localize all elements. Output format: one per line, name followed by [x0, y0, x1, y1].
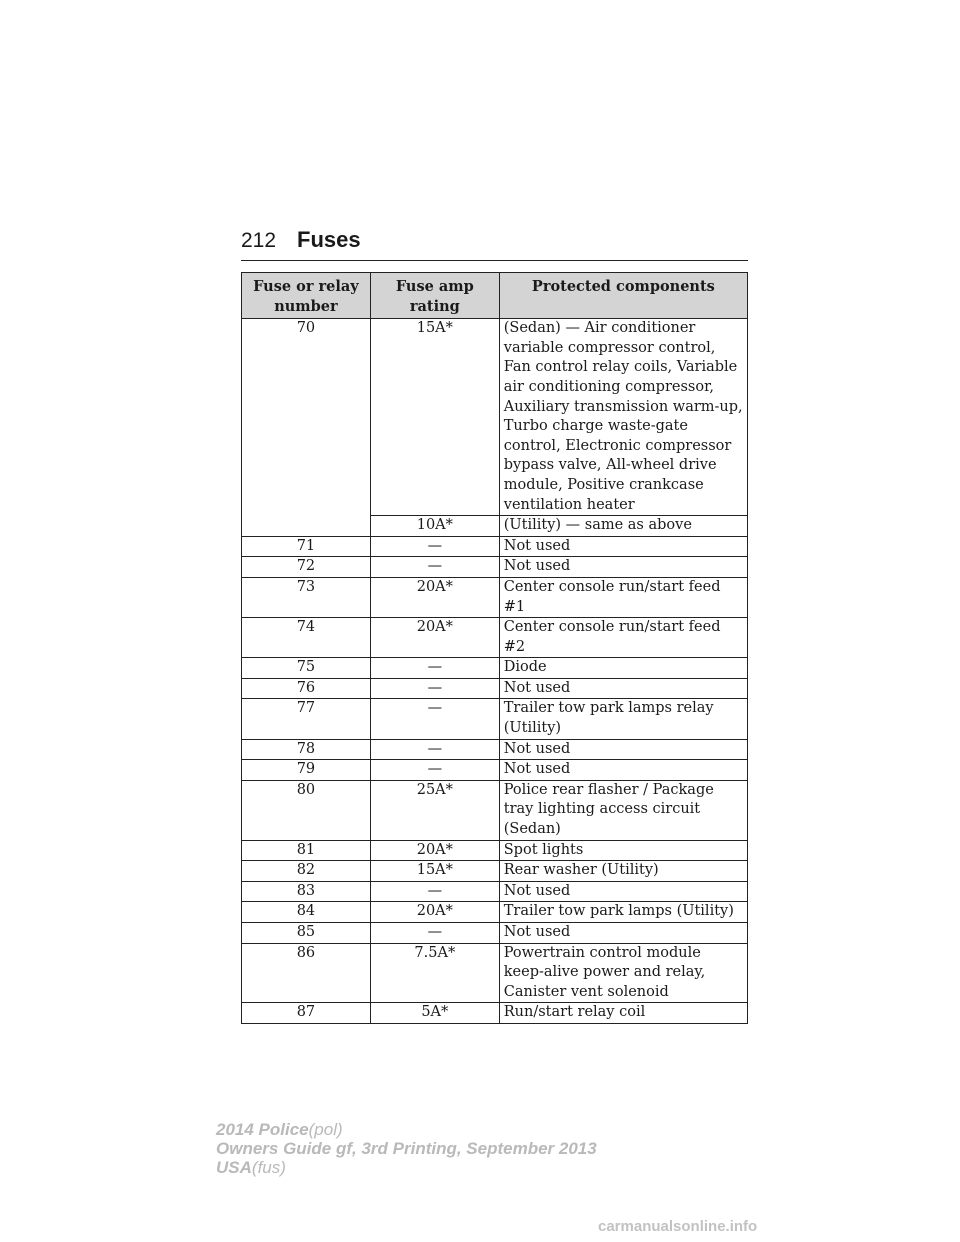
protected-components: Not used [499, 739, 747, 760]
amp-rating: 5A* [370, 1003, 499, 1024]
fuse-number: 84 [242, 902, 371, 923]
footer-model: 2014 Police [216, 1120, 309, 1139]
column-header-protected-components: Protected components [499, 273, 747, 319]
fuse-number: 82 [242, 861, 371, 882]
fuse-number: 72 [242, 557, 371, 578]
footer-line-2: Owners Guide gf, 3rd Printing, September 2013 [216, 1139, 597, 1158]
footer-line-3 [216, 1158, 597, 1177]
protected-components: Center console run/start feed #1 [499, 577, 747, 617]
footer-market-code: (fus) [251, 1158, 286, 1177]
footer-line-1 [216, 1120, 597, 1139]
table-row [242, 780, 748, 840]
table-row [242, 1003, 748, 1024]
table-row [242, 658, 748, 679]
amp-rating: 25A* [370, 780, 499, 840]
protected-components: Not used [499, 923, 747, 944]
fuse-number: 83 [242, 881, 371, 902]
amp-rating: 10A* [370, 516, 499, 537]
document-footer [216, 1120, 597, 1177]
table-row [242, 881, 748, 902]
fuse-number: 75 [242, 658, 371, 679]
fuse-number: 71 [242, 536, 371, 557]
page-header [241, 226, 748, 261]
table-row [242, 577, 748, 617]
protected-components: (Utility) — same as above [499, 516, 747, 537]
fuse-number: 77 [242, 699, 371, 739]
table-row [242, 861, 748, 882]
table-row [242, 319, 748, 516]
amp-rating: — [370, 678, 499, 699]
protected-components: Run/start relay coil [499, 1003, 747, 1024]
fuse-number: 87 [242, 1003, 371, 1024]
table-row [242, 902, 748, 923]
fuse-number: 76 [242, 678, 371, 699]
fuse-table [241, 272, 748, 1024]
amp-rating: 20A* [370, 577, 499, 617]
footer-model-code: (pol) [308, 1120, 343, 1139]
table-row [242, 739, 748, 760]
amp-rating: 20A* [370, 902, 499, 923]
amp-rating: — [370, 536, 499, 557]
table-row [242, 618, 748, 658]
table-row [242, 536, 748, 557]
amp-rating: — [370, 699, 499, 739]
amp-rating: 7.5A* [370, 943, 499, 1003]
amp-rating: — [370, 739, 499, 760]
amp-rating: 20A* [370, 618, 499, 658]
fuse-number: 70 [242, 319, 371, 537]
amp-rating: 15A* [370, 861, 499, 882]
amp-rating: — [370, 923, 499, 944]
protected-components: Rear washer (Utility) [499, 861, 747, 882]
protected-components: Not used [499, 678, 747, 699]
table-header-row [242, 273, 748, 319]
amp-rating: — [370, 881, 499, 902]
watermark: carmanualsonline.info [598, 1218, 758, 1235]
protected-components: Spot lights [499, 840, 747, 861]
column-header-amp-rating: Fuse amp rating [370, 273, 499, 319]
protected-components: Police rear flasher / Package tray lighting access circuit (Sedan) [499, 780, 747, 840]
protected-components: Center console run/start feed #2 [499, 618, 747, 658]
table-row [242, 557, 748, 578]
table-row [242, 943, 748, 1003]
protected-components: Trailer tow park lamps relay (Utility) [499, 699, 747, 739]
fuse-number: 86 [242, 943, 371, 1003]
protected-components: (Sedan) — Air conditioner variable compressor control, Fan control relay coils, Variable air conditioning compressor, Auxiliary transmission warm-up, Turbo charge waste-gate control, Electronic compressor bypass valve, All-wheel drive module, Positive crankcase ventilation heater [499, 319, 747, 516]
amp-rating: — [370, 760, 499, 781]
table-row [242, 699, 748, 739]
fuse-number: 73 [242, 577, 371, 617]
fuse-number: 85 [242, 923, 371, 944]
fuse-number: 79 [242, 760, 371, 781]
protected-components: Not used [499, 557, 747, 578]
fuse-number: 78 [242, 739, 371, 760]
protected-components: Diode [499, 658, 747, 679]
table-row [242, 760, 748, 781]
amp-rating: — [370, 557, 499, 578]
footer-market: USA [216, 1158, 252, 1177]
fuse-number: 81 [242, 840, 371, 861]
amp-rating: 20A* [370, 840, 499, 861]
protected-components: Not used [499, 881, 747, 902]
table-row [242, 678, 748, 699]
protected-components: Not used [499, 536, 747, 557]
page-number: 212 [241, 229, 277, 252]
column-header-fuse-number: Fuse or relay number [242, 273, 371, 319]
protected-components: Trailer tow park lamps (Utility) [499, 902, 747, 923]
fuse-number: 74 [242, 618, 371, 658]
section-title: Fuses [297, 227, 361, 252]
amp-rating: — [370, 658, 499, 679]
protected-components: Not used [499, 760, 747, 781]
amp-rating: 15A* [370, 319, 499, 516]
fuse-number: 80 [242, 780, 371, 840]
table-row [242, 923, 748, 944]
table-row [242, 840, 748, 861]
protected-components: Powertrain control module keep-alive power and relay, Canister vent solenoid [499, 943, 747, 1003]
